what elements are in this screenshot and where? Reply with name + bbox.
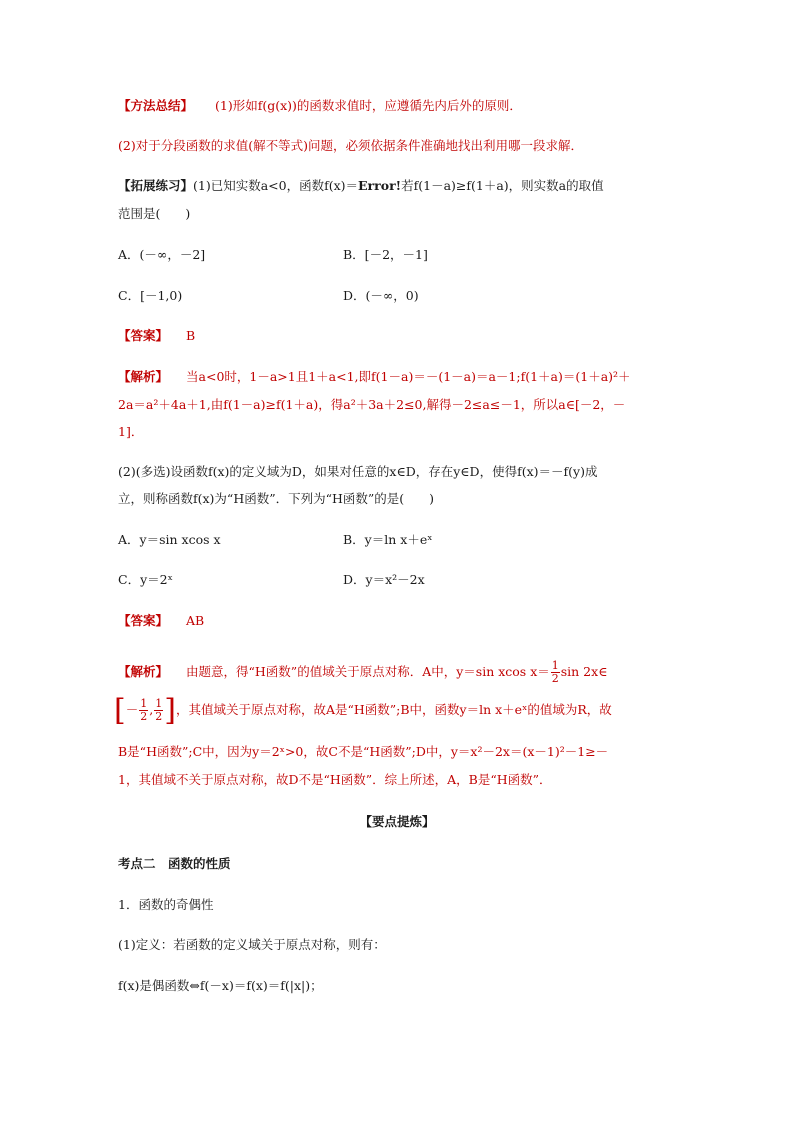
q1-analysis-text1: 当a<0时，1－a>1且1＋a<1,即f(1－a)＝－(1－a)＝a－1;f(1＋a)＝(1＋a)²＋ <box>186 369 631 384</box>
method-summary-line1 <box>118 97 522 115</box>
interval-upper-fraction: $\frac{1}{2}$ <box>155 697 163 723</box>
q2-line2: 立，则称函数f(x)为“H函数”．下列为“H函数”的是( ) <box>118 491 435 506</box>
q1-error-text: Error! <box>358 178 402 193</box>
q1-option-d: D．(－∞，0) <box>343 288 419 303</box>
q2-analysis-tag: 【解析】 <box>118 664 169 679</box>
interval-lower-fraction: $\frac{1}{2}$ <box>140 697 148 723</box>
q1-analysis-tag: 【解析】 <box>118 369 169 384</box>
q2-analysis-line3: B是“H函数”;C中，因为y＝2ˣ>0，故C不是“H函数”;D中，y＝x²－2x＝(x－1)²－1≥－ <box>118 744 609 759</box>
key-points-heading: 【要点提炼】 <box>359 814 435 829</box>
practice-tag: 【拓展练习】 <box>118 178 194 193</box>
q2-analysis-line1 <box>118 660 607 685</box>
q1-option-a: A．(－∞，－2] <box>118 247 206 262</box>
topic-heading: 考点二 函数的性质 <box>118 856 231 871</box>
q1-text: (1)已知实数a<0，函数f(x)＝ <box>193 178 359 193</box>
q2-analysis-text1: 由题意，得“H函数”的值域关于原点对称．A中，y＝sin xcos x＝ <box>186 664 550 679</box>
q2-analysis-line4: 1，其值域不关于原点对称，故D不是“H函数”．综上所述，A，B是“H函数”． <box>118 772 552 787</box>
q1-analysis-line2: 2a＝a²＋4a＋1,由f(1－a)≥f(1＋a)，得a²＋3a＋2≤0,解得－2≤a≤－1，所以a∈[－2，－ <box>118 397 626 412</box>
q1-answer-value: B <box>186 328 196 343</box>
method-summary-p1: (1)形如f(g(x))的函数求值时，应遵循先内后外的原则． <box>215 98 522 113</box>
method-summary-p2: (2)对于分段函数的求值(解不等式)问题，必须依据条件准确地找出利用哪一段求解． <box>118 138 583 153</box>
half-fraction: $\frac{1}{2}$ <box>551 659 559 685</box>
method-summary-tag: 【方法总结】 <box>118 98 194 113</box>
interval-left-bracket: [ <box>114 692 126 728</box>
interval-right-bracket: ] <box>164 692 176 728</box>
q2-analysis-text1-tail: sin 2x∈ <box>560 664 608 679</box>
q1-analysis-line3: 1]． <box>118 424 144 439</box>
q2-option-b: B．y＝ln x＋eˣ <box>343 532 433 547</box>
q2-line1: (2)(多选)设函数f(x)的定义域为D，如果对任意的x∈D，存在y∈D，使得f(x)＝－f(y)成 <box>118 464 598 479</box>
interval-minus: － <box>125 702 139 717</box>
q1-option-c: C．[－1,0) <box>118 288 183 303</box>
q2-analysis-text2: ，其值域关于原点对称，故A是“H函数”;B中，函数y＝ln x＋eˣ的值域为R，故 <box>175 702 612 717</box>
q2-answer-row <box>118 612 204 630</box>
q2-answer-tag: 【答案】 <box>118 613 169 628</box>
q1-line2: 范围是( ) <box>118 206 191 221</box>
practice-q1-line1 <box>118 177 604 195</box>
even-function-line: f(x)是偶函数⇔f(－x)＝f(x)＝f(|x|)； <box>118 978 323 993</box>
q1-text-tail: 若f(1－a)≥f(1＋a)，则实数a的取值 <box>401 178 604 193</box>
q2-option-c: C．y＝2ˣ <box>118 572 173 587</box>
q1-answer-tag: 【答案】 <box>118 328 169 343</box>
section-parity: 1．函数的奇偶性 <box>118 897 214 912</box>
q2-option-d: D．y＝x²－2x <box>343 572 425 587</box>
q1-analysis-line1 <box>118 368 631 386</box>
q2-answer-value: AB <box>186 613 205 628</box>
q2-option-a: A．y＝sin xcos x <box>118 532 221 547</box>
q2-analysis-line2: [－ $\frac{1}{2}$ , $\frac{1}{2}$ ]，其值域关于原点对称，故A是“H函数”;B中，函数y＝ln x＋eˣ的值域为R，故 <box>114 692 612 728</box>
q1-option-b: B．[－2，－1] <box>343 247 428 262</box>
definition-line: (1)定义：若函数的定义域关于原点对称，则有： <box>118 937 386 952</box>
q1-answer-row <box>118 327 195 345</box>
